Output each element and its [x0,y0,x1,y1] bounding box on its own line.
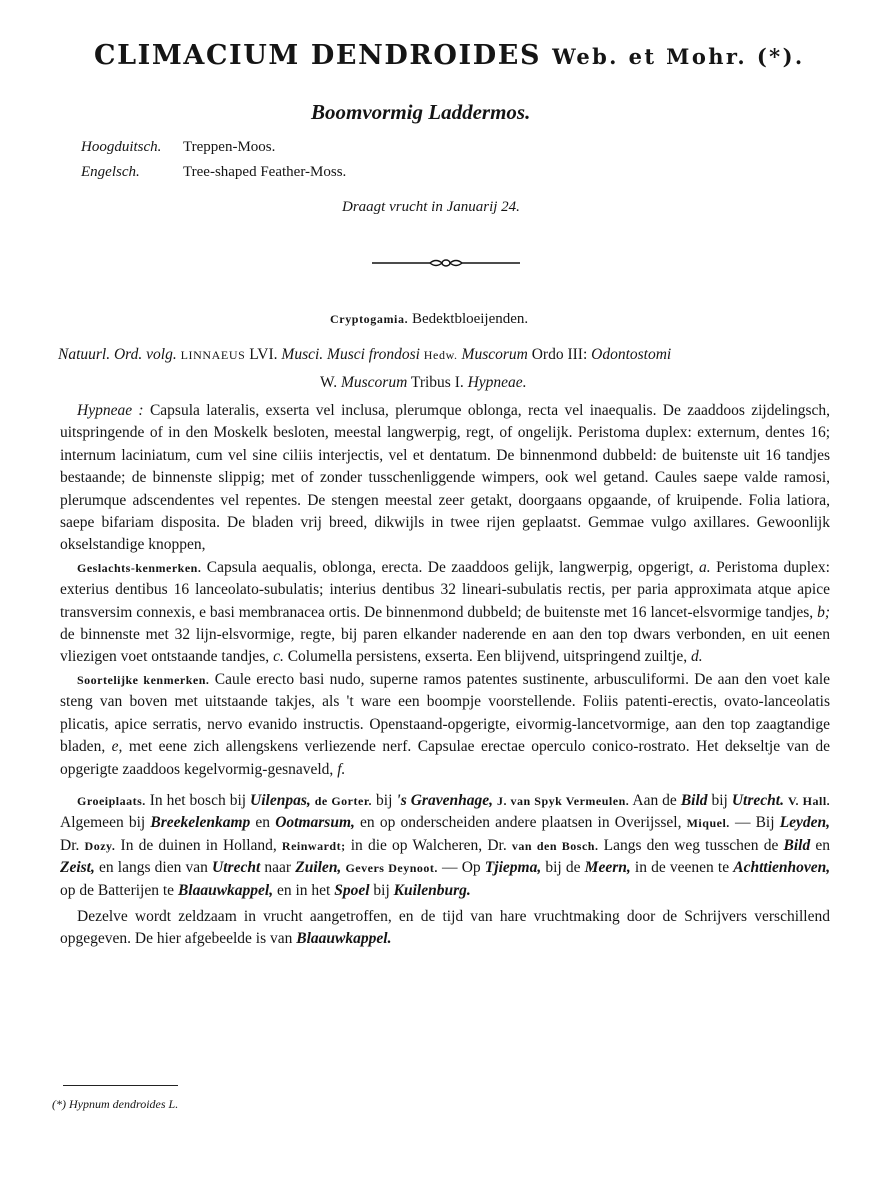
collector-van-den-bosch: van den Bosch. [511,838,599,853]
language-name-german: Treppen-Moos. [183,139,276,155]
species-text-2: met eene zich allengskens verliezende nerf. Capsulae erectae operculo conico-rostrato. Het dekseltje van de opgerigte zaaddoos kegelvormig-gesnaveld, [60,738,831,778]
place-spoel: Spoel [334,881,370,899]
place-leyden: Leyden, [779,814,831,832]
place-blaauwkappel: Blaauwkappel, [177,881,274,899]
habitat-text: Aan de [632,791,677,809]
figure-ref-e: e, [111,738,123,756]
classification-line [330,311,528,328]
place-meern: Meern, [584,859,631,877]
nat-intro: Natuurl. Ord. volg. [58,346,177,363]
ornament-divider [372,256,520,270]
closing-text: Dezelve wordt zeldzaam in vrucht aangetroffen, en de tijd van hare vruchtmaking door de Schrijvers verschillend opgegeven. De hier afgebeelde is van [60,907,830,948]
place-breekelenkamp: Breekelenkamp [150,814,251,832]
nat-muscorum: Muscorum [461,346,528,363]
nat-muscorum-2: Muscorum [340,374,408,391]
habitat-text: — Bij [734,814,775,832]
nat-musci: Musci. [281,346,324,363]
genus-text-4: Columella persistens, exserta. Een blijvend, uitspringend zuiltje, [287,648,688,666]
place-bild: Bild [680,791,708,809]
fruiting-note: Draagt vrucht in Januarij 24. [342,199,520,215]
habitat-text: en [815,836,830,854]
genus-text-2: Peristoma duplex: exterius dentibus 16 lanceolato-subulatis; interius dentibus 32 lineari-subulatis rectis, per paria approximata atque apice transversim connexis, e basi membranacea ortis. De binnenmond dubbeld; de buitenste met 16 lancet-elsvormige tandjes, [60,558,830,621]
collector-reinwardt: Reinwardt; [281,838,346,853]
habitat-text: Algemeen bij [60,814,146,832]
footnote: (*) Hypnum dendroides L. [52,1097,179,1111]
language-name-english: Tree-shaped Feather-Moss. [183,164,347,180]
footnote-rule [63,1085,178,1086]
habitat-text: en [255,814,271,832]
nat-linnaeus: LINNAEUS [180,348,246,362]
place-gravenhage: 's Gravenhage, [396,791,493,809]
habitat-text: bij [376,791,393,809]
collector-dozy: Dozy. [84,838,116,853]
figure-ref-c: c. [273,648,284,666]
habitat-text: In het bosch bij [149,791,247,809]
title-author: Web. et Mohr. (*). [552,44,805,69]
language-label-english: Engelsch. [81,164,140,180]
language-label-german: Hoogduitsch. [81,139,162,155]
natural-order [58,341,848,396]
collector-gorter: de Gorter. [314,793,373,808]
hypneae-text: Capsula lateralis, exserta vel inclusa, plerumque oblonga, recta vel inaequalis. De zaaddoos zijdelingsch, uitspringende of in den Moskelk besloten, meestal langwerpig, regt, of ongelijk. Peristoma duplex: externum, dentes 16; internum laciniatum, cum vel sine ciliis interjectis, vel et dentatum. De binnenmond dubbeld: de buitenste uit 16 tandjes bestaande; de binnenste slippig; met of zonder tusschenliggende wimpers, ook wel getand. Caules saepe valde ramosi, plerumque adscendentes vel repentes. De stengen meestal zeer getakt, doorgaans opgaande, of kruipende. Folia latiora, saepe bifariam disposita. De bladen vrij breed, dikwijls in twee rijen geplaatst. Gemmae vulgo axillares. Gewoonlijk okselstandige knoppen, [60,402,831,554]
collector-gevers: Gevers Deynoot. [345,861,438,876]
place-utrecht-2: Utrecht [212,859,261,877]
paragraph-species [60,669,830,781]
place-kuilenburg: Kuilenburg. [393,881,471,899]
figure-ref-a: a. [699,558,711,576]
class-name: Cryptogamia. [330,312,409,326]
page-subtitle: Boomvormig Laddermos. [311,100,531,124]
nat-tribus: Tribus I. [410,374,464,391]
habitat-text: op de Batterijen te [60,881,175,899]
place-blaauwkappel-closing: Blaauwkappel. [296,930,392,948]
nat-hypneae: Hypneae. [467,374,527,391]
collector-miquel: Miquel. [686,816,730,831]
place-zeist: Zeist, [60,859,95,877]
place-utrecht: Utrecht. [731,791,784,809]
genus-label: Geslachts-kenmerken. [77,560,202,575]
habitat-text: Langs den weg tusschen de [603,836,779,854]
place-uilenpas: Uilenpas, [250,791,311,809]
title-species: CLIMACIUM DENDROIDES [94,40,542,71]
habitat-text: Dr. [60,836,80,854]
place-bild-2: Bild [783,836,811,854]
class-dutch: Bedektbloeijenden. [411,311,529,327]
nat-frondosi: Musci frondosi [327,346,420,363]
nat-lvi: LVI. [249,346,278,363]
genus-text: Capsula aequalis, oblonga, erecta. De zaaddoos gelijk, langwerpig, opgerigt, [206,558,694,576]
habitat-label: Groeiplaats. [77,793,146,808]
habitat-text: — Op [442,859,481,877]
habitat-text: in de veenen te [634,859,730,877]
place-tjiepma: Tjiepma, [484,859,542,877]
nat-line-2 [58,369,848,396]
paragraph-habitat [60,790,830,902]
paragraph-closing [60,906,830,951]
species-label: Soortelijke kenmerken. [77,672,210,687]
hypneae-label: Hypneae : [77,402,144,419]
habitat-text: bij de [545,859,581,877]
figure-ref-d: d. [691,648,703,666]
page-title [94,40,805,71]
paragraph-hypneae [60,400,830,557]
habitat-text: en op onderscheiden andere plaatsen in Overijssel, [360,814,682,832]
habitat-text: en in het [276,881,331,899]
habitat-text: en langs dien van [99,859,208,877]
figure-ref-b: b; [817,603,831,621]
habitat-text: bij [711,791,728,809]
collector-hall: V. Hall. [787,793,831,808]
figure-ref-f: f. [337,760,346,778]
place-achttienhoven: Achttienhoven, [733,859,831,877]
body-text [60,400,830,951]
nat-hedw: Hedw. [423,348,458,362]
habitat-text: naar [264,859,292,877]
collector-spyk: J. van Spyk Vermeulen. [496,793,630,808]
nat-ordo: Ordo III: [531,346,588,363]
paragraph-genus [60,557,830,669]
place-zuilen: Zuilen, [295,859,342,877]
habitat-text: in die op Walcheren, Dr. [350,836,507,854]
habitat-text: bij [373,881,390,899]
nat-w: W. [320,374,338,391]
habitat-text: In de duinen in Holland, [120,836,277,854]
genus-text-3: de binnenste met 32 lijn-elsvormige, regte, bij paren elkander naderende en aan den top dwars verbonden, en uit eenen vliezigen voet ontstaande tandjes, [60,626,830,666]
species-text: Caule erecto basi nudo, superne ramos patentes sustinente, arbusculiformi. De aan den voet kale steng van boven met uitstaande takjes, als 't ware een boompje voorstellende. Foliis patenti-erectis, ovato-lanceolatis plicatis, apice serratis, nervo evanido instructis. Openstaand-opgerigte, eivormig-lancetvormige, aan den top zaagtandige bladen, [60,670,831,756]
place-ootmarsum: Ootmarsum, [275,814,355,832]
nat-odonto: Odontostomi [591,346,672,363]
